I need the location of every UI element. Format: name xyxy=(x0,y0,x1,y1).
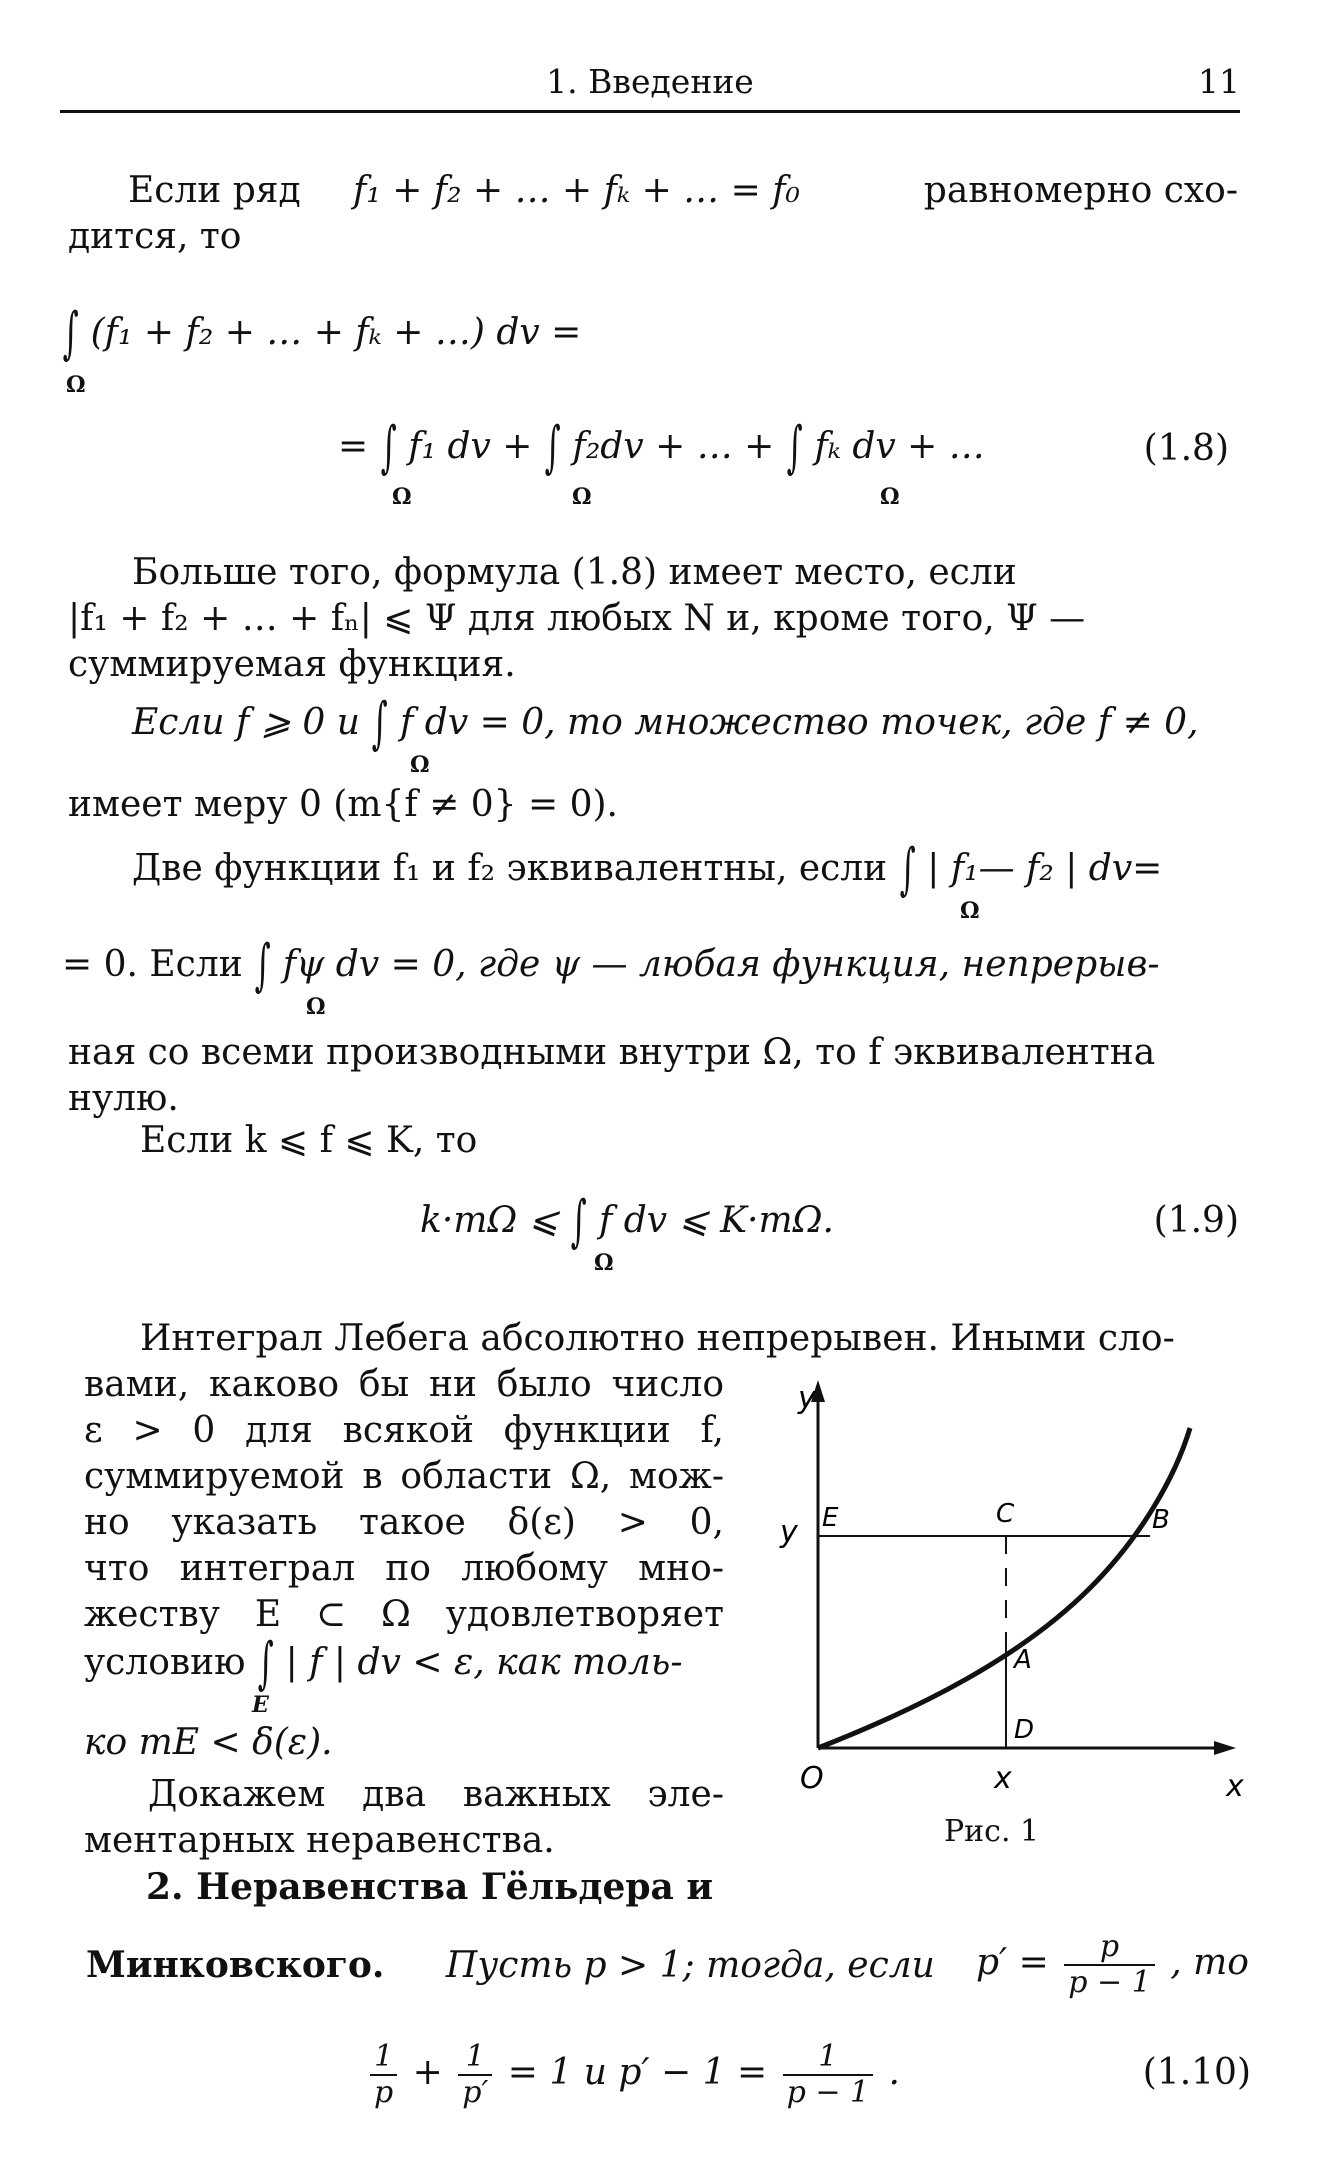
para6-condition xyxy=(84,1631,683,1696)
fraction xyxy=(458,2040,492,2110)
para4-rest xyxy=(68,1030,1238,1122)
para2-line3: суммируемая функция. xyxy=(68,644,516,685)
eq19-right: f dv ⩽ K·mΩ. xyxy=(598,1200,834,1241)
section-2-text: Пусть p > 1; тогда, если xyxy=(445,1945,935,1986)
series-line2: дится, то xyxy=(68,216,242,257)
para6-wline: суммируемой в области Ω, мож- xyxy=(84,1456,724,1497)
pprime-definition xyxy=(976,1930,1249,2000)
para2-line1: Больше того, формула (1.8) имеет место, если xyxy=(132,552,1017,593)
para3-line2: имеет меру 0 (m{f ≠ 0} = 0). xyxy=(68,784,619,825)
fraction-numerator: 1 xyxy=(370,2040,397,2076)
eq110-end: . xyxy=(888,2052,900,2093)
running-head xyxy=(60,58,1240,108)
domain-omega: Ω xyxy=(960,898,980,924)
para3-part2: f dv = 0, то множество точек, где f ≠ 0, xyxy=(400,702,1199,743)
section-title: 1. Введение xyxy=(546,62,754,101)
paragraph-equivalent-functions xyxy=(132,837,1163,902)
eq19-left: k·mΩ ⩽ xyxy=(420,1200,559,1241)
paragraph-nonnegative xyxy=(132,691,1199,756)
label-B: B xyxy=(1152,1505,1170,1535)
para6-wrapped xyxy=(84,1362,724,1638)
pprime-label: p′ = xyxy=(976,1942,1049,1983)
label-D: D xyxy=(1014,1715,1035,1745)
section-2-to: , то xyxy=(1170,1942,1249,1983)
label-C: C xyxy=(996,1499,1015,1529)
para6-wline: вами, каково бы ни было число xyxy=(84,1364,724,1405)
equation-number-1-10: (1.10) xyxy=(1142,2052,1251,2093)
integral-sign: ∫ xyxy=(899,837,916,902)
label-E: E xyxy=(822,1503,839,1533)
header-rule xyxy=(60,110,1240,113)
para6-line1: Интеграл Лебега абсолютно непрерывен. Иными сло- xyxy=(140,1318,1175,1359)
domain-omega: Ω xyxy=(572,484,592,510)
section-2-heading-end: Минковского. xyxy=(86,1944,385,1986)
fraction-numerator: 1 xyxy=(783,2040,874,2076)
integral-sign: ∫ xyxy=(380,415,397,480)
equation-1-8-rhs: = ∫ f₁ dv + ∫ f₂dv + … + ∫ fₖ dv + … xyxy=(338,415,985,480)
domain-omega: Ω xyxy=(880,484,900,510)
figure-1 xyxy=(760,1368,1260,1804)
fraction xyxy=(1064,1930,1155,2000)
para6-wline: ε > 0 для всякой функции f, xyxy=(84,1410,724,1451)
integral-sign: ∫ xyxy=(570,1189,587,1254)
section-2-line xyxy=(86,1942,935,1989)
section-2-heading: 2. Неравенства Гёльдера и xyxy=(146,1866,714,1908)
fraction-denominator: p − 1 xyxy=(1068,1965,1151,2000)
para4-line2-int: fψ dv = 0, где ψ — любая функция, непрерыв- xyxy=(282,944,1160,985)
para7-line2: ментарных неравенства. xyxy=(84,1820,555,1861)
series-end: равномерно схо- xyxy=(923,170,1238,211)
plus-sign: + xyxy=(412,2052,443,2093)
domain-omega: Ω xyxy=(306,994,326,1020)
fraction xyxy=(370,2040,397,2110)
para7 xyxy=(84,1772,724,1864)
equation-1-8-lhs xyxy=(62,301,582,366)
integral-sign: ∫ xyxy=(786,415,803,480)
label-x-tick: x xyxy=(994,1761,1012,1796)
label-A: A xyxy=(1014,1645,1032,1675)
paragraph-series xyxy=(68,168,1238,260)
label-y-axis: y xyxy=(798,1381,816,1416)
fraction-denominator: p − 1 xyxy=(786,2075,870,2110)
eq18-lhs-text: (f₁ + f₂ + … + fₖ + …) dv = xyxy=(90,312,582,353)
para6-wline: но указать такое δ(ε) > 0, xyxy=(84,1502,724,1543)
series-intro: Если ряд xyxy=(128,170,301,211)
domain-E: E xyxy=(252,1692,269,1718)
eq18-term1: f₁ dv + xyxy=(408,426,533,467)
para5-line1: Если k ⩽ f ⩽ K, то xyxy=(140,1120,478,1161)
x-axis-arrow xyxy=(1214,1741,1236,1755)
integral-sign: ∫ xyxy=(544,415,561,480)
para4-line2-start: = 0. Если xyxy=(62,944,243,985)
fraction xyxy=(783,2040,874,2110)
equation-number-1-8: (1.8) xyxy=(1143,428,1229,469)
para2-line2: |f₁ + f₂ + … + fₙ| ⩽ Ψ для любых N и, кроме того, Ψ — xyxy=(68,598,1086,639)
label-x-axis: x xyxy=(1226,1769,1244,1804)
para4-line1-int: | f₁— f₂ | dv= xyxy=(927,848,1163,889)
series-expression: f₁ + f₂ + … + fₖ + … = f₀ xyxy=(353,170,800,211)
eq18-term3: fₖ dv + … xyxy=(814,426,985,467)
integral-sign: ∫ xyxy=(371,691,388,756)
para6-cond-int: | f | dv < ε, как толь- xyxy=(285,1642,683,1683)
eq18-term2: f₂dv + … + xyxy=(572,426,775,467)
para4-line2 xyxy=(62,933,1160,998)
page-number: 11 xyxy=(1198,62,1240,101)
fraction-numerator: p xyxy=(1064,1930,1155,1966)
fraction-denominator: p xyxy=(374,2075,394,2110)
integral-sign: ∫ xyxy=(254,933,271,998)
para4-line3: ная со всеми производными внутри Ω, то f эквивалентна xyxy=(68,1032,1156,1073)
para4-line1-text: Две функции f₁ и f₂ эквивалентны, если xyxy=(132,848,888,889)
label-origin: O xyxy=(800,1761,824,1796)
figure-caption: Рис. 1 xyxy=(944,1814,1040,1849)
domain-omega: Ω xyxy=(66,372,86,398)
para4-line4: нулю. xyxy=(68,1078,179,1119)
equation-1-9 xyxy=(420,1189,834,1254)
equation-1-10 xyxy=(366,2040,900,2110)
fraction-numerator: 1 xyxy=(458,2040,492,2076)
domain-omega: Ω xyxy=(594,1250,614,1276)
label-y-tick: y xyxy=(780,1515,798,1550)
para7-line1: Докажем два важных эле- xyxy=(148,1774,724,1815)
para6-cond-start: условию xyxy=(84,1642,246,1683)
para6-wline: что интеграл по любому мно- xyxy=(84,1548,724,1589)
function-curve xyxy=(818,1428,1190,1748)
paragraph-formula-holds xyxy=(68,550,1238,688)
integral-sign: ∫ xyxy=(62,301,79,366)
para3-part1: Если f ⩾ 0 и xyxy=(132,702,360,743)
eq110-middle: = 1 и p′ − 1 = xyxy=(507,2052,768,2093)
para6-last-line: ко mE < δ(ε). xyxy=(84,1722,333,1763)
domain-omega: Ω xyxy=(392,484,412,510)
para6-wline: жеству E ⊂ Ω удовлетворяет xyxy=(84,1594,724,1635)
fraction-denominator: p′ xyxy=(462,2075,489,2110)
domain-omega: Ω xyxy=(410,752,430,778)
integral-sign: ∫ xyxy=(257,1631,274,1696)
equation-number-1-9: (1.9) xyxy=(1153,1200,1239,1241)
